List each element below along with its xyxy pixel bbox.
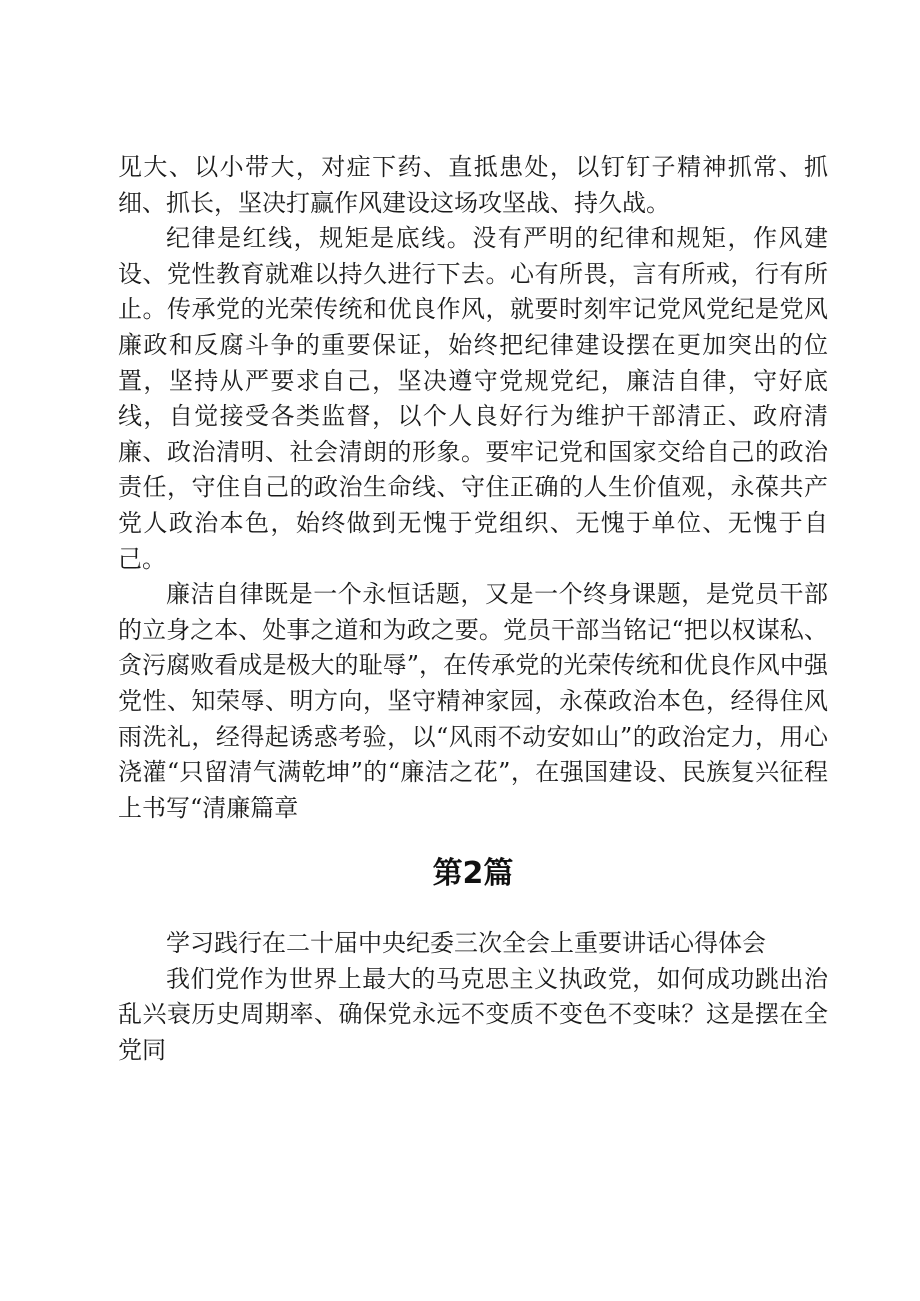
section-heading: 第2篇 (432, 856, 514, 892)
section-subtitle: 学习践行在二十届中央纪委三次全会上重要讲话心得体会 (166, 929, 766, 958)
paragraph-discipline: 纪律是红线，规矩是底线。没有严明的纪律和规矩，作风建设、党性教育就难以持久进行下去。心有所畏，言有所戒，行有所止。传承党的光荣传统和优良作风，就要时刻牢记党风党纪是党风廉政和反腐斗争的重要保证，始终把纪律建设摆在更加突出的位置，坚持从严要求自己，坚决遵守党规党纪，廉洁自律，守好底线，自觉接受各类监督，以个人良好行为维护干部清正、政府清廉、政治清明、社会清朗的形象。要牢记党和国家交给自己的政治责任，守住自己的政治生命线、守住正确的人生价值观，永葆共产党人政治本色，始终做到无愧于党组织、无愧于单位、无愧于自己。 (118, 224, 828, 573)
paragraph-continuation: 见大、以小带大，对症下药、直抵患处，以钉钉子精神抓常、抓细、抓长，坚决打赢作风建设这场攻坚战、持久战。 (118, 153, 828, 217)
document-body (118, 150, 828, 1069)
paragraph-opening: 我们党作为世界上最大的马克思主义执政党，如何成功跳出治乱兴衰历史周期率、确保党永远不变质不变色不变味？这是摆在全党同 (118, 964, 828, 1065)
paragraph-integrity: 廉洁自律既是一个永恒话题，又是一个终身课题，是党员干部的立身之本、处事之道和为政之要。党员干部当铭记“把以权谋私、贪污腐败看成是极大的耻辱”，在传承党的光荣传统和优良作风中强党性、知荣辱、明方向，坚守精神家园，永葆政治本色，经得住风雨洗礼，经得起诱惑考验，以“风雨不动安如山”的政治定力，用心浇灌“只留清气满乾坤”的“廉洁之花”，在强国建设、民族复兴征程上书写“清廉篇章 (118, 580, 828, 822)
